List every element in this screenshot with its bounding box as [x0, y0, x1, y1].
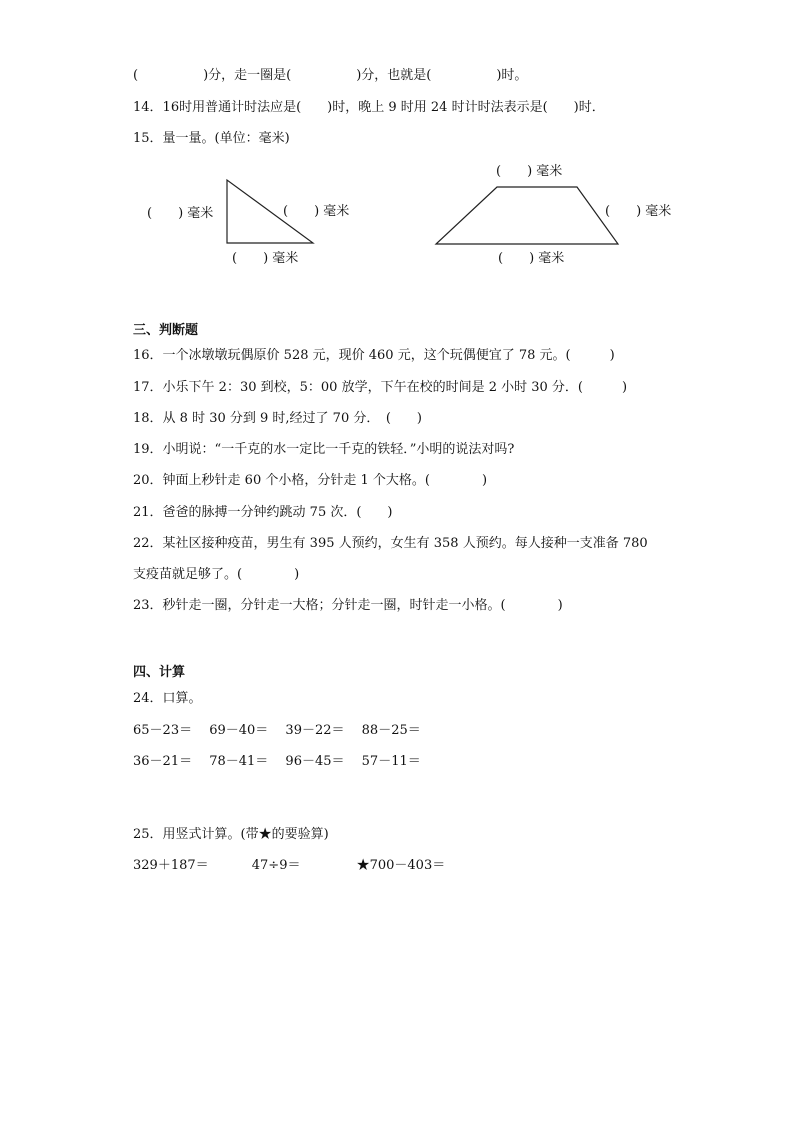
trapezoid-bottom-label: ( ) 毫米: [498, 251, 565, 266]
section-3-heading: 三、判断题: [133, 323, 199, 338]
question-19: 19．小明说：“一千克的水一定比一千克的铁轻．”小明的说法对吗?: [133, 442, 515, 457]
calc-row-1: 65－23＝ 69－40＝ 39－22＝ 88－25＝: [133, 723, 421, 738]
question-16: 16．一个冰墩墩玩偶原价 528 元，现价 460 元，这个玩偶便宜了 78 元。( ): [133, 348, 615, 363]
shape-figures: [0, 0, 794, 300]
question-18: 18．从 8 时 30 分到 9 时,经过了 70 分． ( ): [133, 411, 423, 426]
question-24: 24．口算。: [133, 691, 202, 706]
question-15: 15．量一量。(单位：毫米): [133, 131, 290, 146]
calc-row-2: 36－21＝ 78－41＝ 96－45＝ 57－11＝: [133, 754, 421, 769]
question-25-problems: 329＋187＝ 47÷9＝ ★700－403＝: [133, 858, 446, 873]
question-17: 17．小乐下午 2：30 到校，5：00 放学，下午在校的时间是 2 小时 30 分．( ): [133, 380, 628, 395]
trapezoid-top-label: ( ) 毫米: [496, 164, 563, 179]
section-4-heading: 四、计算: [133, 665, 186, 680]
question-23: 23．秒针走一圈，分针走一大格；分针走一圈，时针走一小格。( ): [133, 598, 563, 613]
trapezoid-right-label: ( ) 毫米: [605, 204, 672, 219]
question-21: 21．爸爸的脉搏一分钟约跳动 75 次．( ): [133, 505, 393, 520]
question-22-line2: 支疫苗就足够了。( ): [133, 567, 300, 582]
triangle-bottom-label: ( ) 毫米: [232, 251, 299, 266]
triangle-left-label: ( ) 毫米: [147, 206, 214, 221]
question-25: 25．用竖式计算。(带★的要验算): [133, 827, 329, 842]
question-14: 14．16时用普通计时法应是( )时，晚上 9 时用 24 时计时法表示是( )时．: [133, 100, 605, 115]
question-22-line1: 22．某社区接种疫苗，男生有 395 人预约，女生有 358 人预约。每人接种一支准备 780: [133, 536, 648, 551]
question-20: 20．钟面上秒针走 60 个小格，分针走 1 个大格。( ): [133, 473, 488, 488]
trapezoid: [436, 187, 618, 244]
line-13-tail: ( )分，走一圈是( )分，也就是( )时。: [133, 68, 528, 83]
triangle-hypotenuse-label: ( ) 毫米: [283, 204, 350, 219]
